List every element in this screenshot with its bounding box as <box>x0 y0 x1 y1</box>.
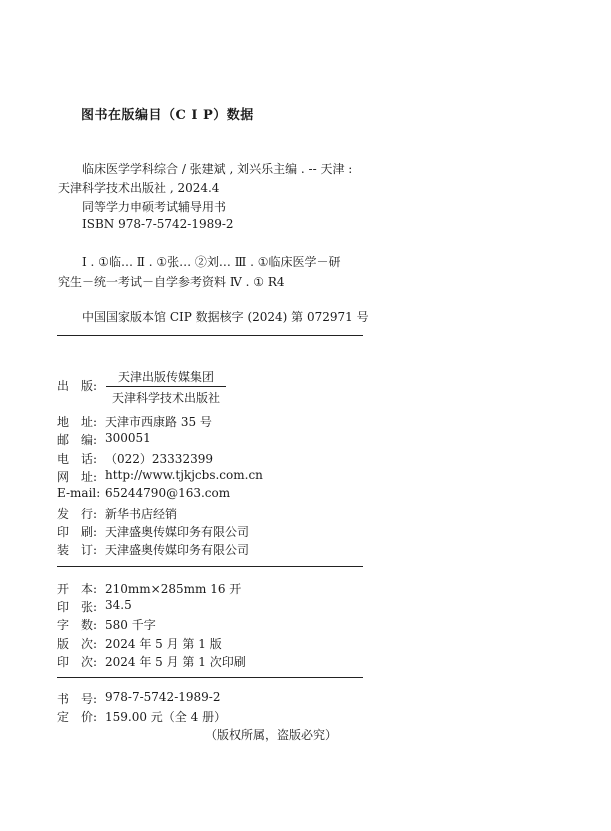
spec-label: 开 本: <box>57 582 98 596</box>
spec-value: 2024 年 5 月 第 1 次印刷 <box>105 655 246 669</box>
cip-line: Ⅰ . ①临… Ⅱ . ①张… ②刘… Ⅲ . ①临床医学－研 <box>82 255 341 269</box>
publisher-block <box>106 368 226 406</box>
cip-line: 中国国家版本馆 CIP 数据核字 (2024) 第 072971 号 <box>82 310 369 324</box>
info-label: E-mail: <box>57 486 101 500</box>
cip-line: 临床医学学科综合 / 张建斌 , 刘兴乐主编 . -- 天津 : <box>82 162 353 176</box>
info-value: 天津盛奥传媒印务有限公司 <box>105 543 250 557</box>
publisher-name: 天津科学技术出版社 <box>111 391 220 405</box>
spec-value: 580 千字 <box>105 618 156 632</box>
spec-value: 210mm×285mm 16 开 <box>105 582 242 596</box>
spec-label: 字 数: <box>57 618 98 632</box>
divider <box>57 566 363 567</box>
divider <box>57 335 363 336</box>
price-value: 159.00 元（全 4 册） <box>105 710 227 724</box>
copyright-notice: （版权所属，盗版必究） <box>205 728 338 742</box>
publisher-group: 天津出版传媒集团 <box>106 368 226 387</box>
isbn-value: 978-7-5742-1989-2 <box>105 690 221 704</box>
cip-line: 天津科学技术出版社 , 2024.4 <box>58 181 220 195</box>
spec-value: 34.5 <box>105 598 132 612</box>
info-value: 新华书店经销 <box>105 507 178 521</box>
cip-line: 究生－统一考试－自学参考资料 Ⅳ . ① R4 <box>58 275 285 289</box>
email-link[interactable]: 65244790@163.com <box>105 486 231 500</box>
spec-label: 印 次: <box>57 655 98 669</box>
publisher-label: 出 版: <box>57 379 98 393</box>
info-label: 发 行: <box>57 507 98 521</box>
info-value: 天津盛奥传媒印务有限公司 <box>105 525 250 539</box>
website-link[interactable]: http://www.tjkjcbs.com.cn <box>105 468 263 482</box>
info-label: 印 刷: <box>57 525 98 539</box>
info-label: 网 址: <box>57 470 98 484</box>
info-value: 300051 <box>105 431 151 445</box>
spec-label: 版 次: <box>57 637 98 651</box>
info-label: 地 址: <box>57 415 98 429</box>
cip-line: ISBN 978-7-5742-1989-2 <box>82 217 234 231</box>
spec-value: 2024 年 5 月 第 1 版 <box>105 637 222 651</box>
info-label: 装 订: <box>57 543 98 557</box>
info-value: 天津市西康路 35 号 <box>105 415 212 429</box>
info-label: 电 话: <box>57 452 98 466</box>
spec-label: 印 张: <box>57 600 98 614</box>
info-value: （022）23332399 <box>105 452 213 466</box>
cip-title: 图书在版编目（C I P）数据 <box>81 108 254 123</box>
cip-line: 同等学力申硕考试辅导用书 <box>82 200 227 214</box>
divider <box>57 677 363 678</box>
price-label: 定 价: <box>57 710 98 724</box>
isbn-label: 书 号: <box>57 692 98 706</box>
info-label: 邮 编: <box>57 433 98 447</box>
